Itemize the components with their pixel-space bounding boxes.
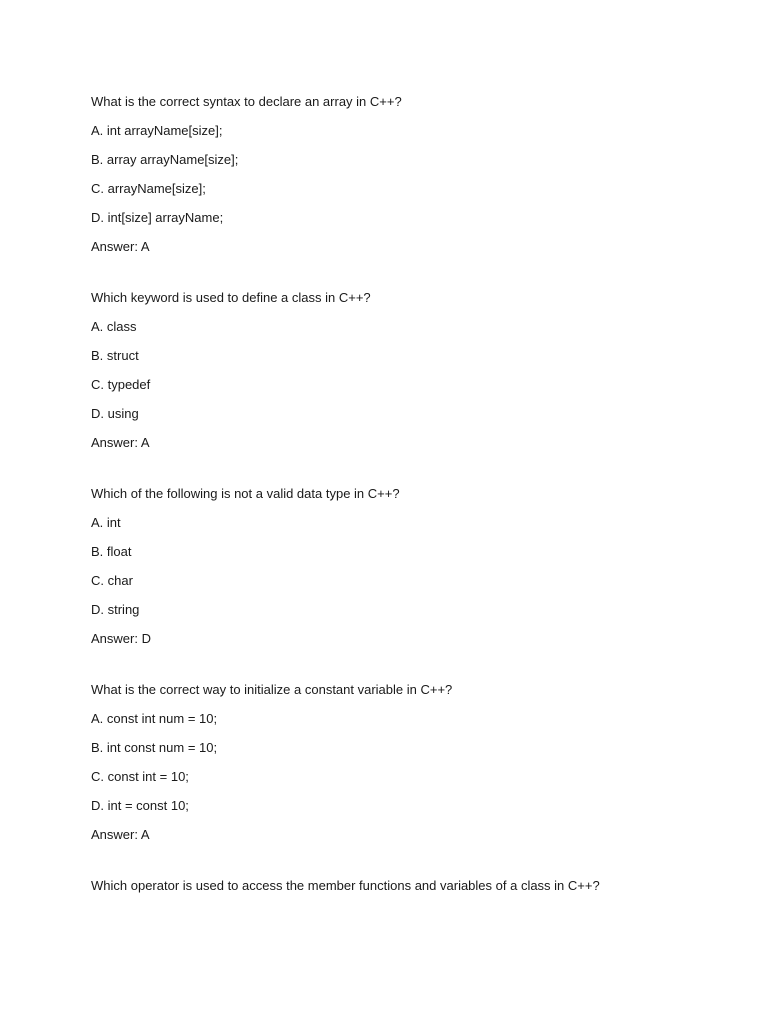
answer-text: Answer: A [91,239,150,254]
answer-text: Answer: A [91,827,150,842]
option-a: A. class [91,319,137,334]
option-b: B. array arrayName[size]; [91,152,239,167]
option-d: D. string [91,602,140,617]
option-c: C. typedef [91,377,151,392]
quiz-content [91,91,711,904]
option-d: D. using [91,406,139,421]
option-b: B. float [91,544,132,559]
option-a: A. const int num = 10; [91,711,218,726]
option-a: A. int [91,515,121,530]
question-text: Which of the following is not a valid data type in C++? [91,486,400,501]
question-text: What is the correct way to initialize a constant variable in C++? [91,682,453,697]
option-c: C. const int = 10; [91,769,189,784]
option-a: A. int arrayName[size]; [91,123,223,138]
option-b: B. int const num = 10; [91,740,218,755]
question-block-5 [91,875,711,897]
question-text: Which operator is used to access the member functions and variables of a class in C++? [91,878,600,893]
option-d: D. int[size] arrayName; [91,210,224,225]
option-d: D. int = const 10; [91,798,189,813]
answer-text: Answer: D [91,631,151,646]
question-text: Which keyword is used to define a class in C++? [91,290,371,305]
answer-text: Answer: A [91,435,150,450]
question-block-2 [91,287,711,454]
question-block-4 [91,679,711,846]
question-text: What is the correct syntax to declare an array in C++? [91,94,402,109]
question-block-1 [91,91,711,258]
option-c: C. char [91,573,133,588]
option-c: C. arrayName[size]; [91,181,206,196]
question-block-3 [91,483,711,650]
option-b: B. struct [91,348,139,363]
